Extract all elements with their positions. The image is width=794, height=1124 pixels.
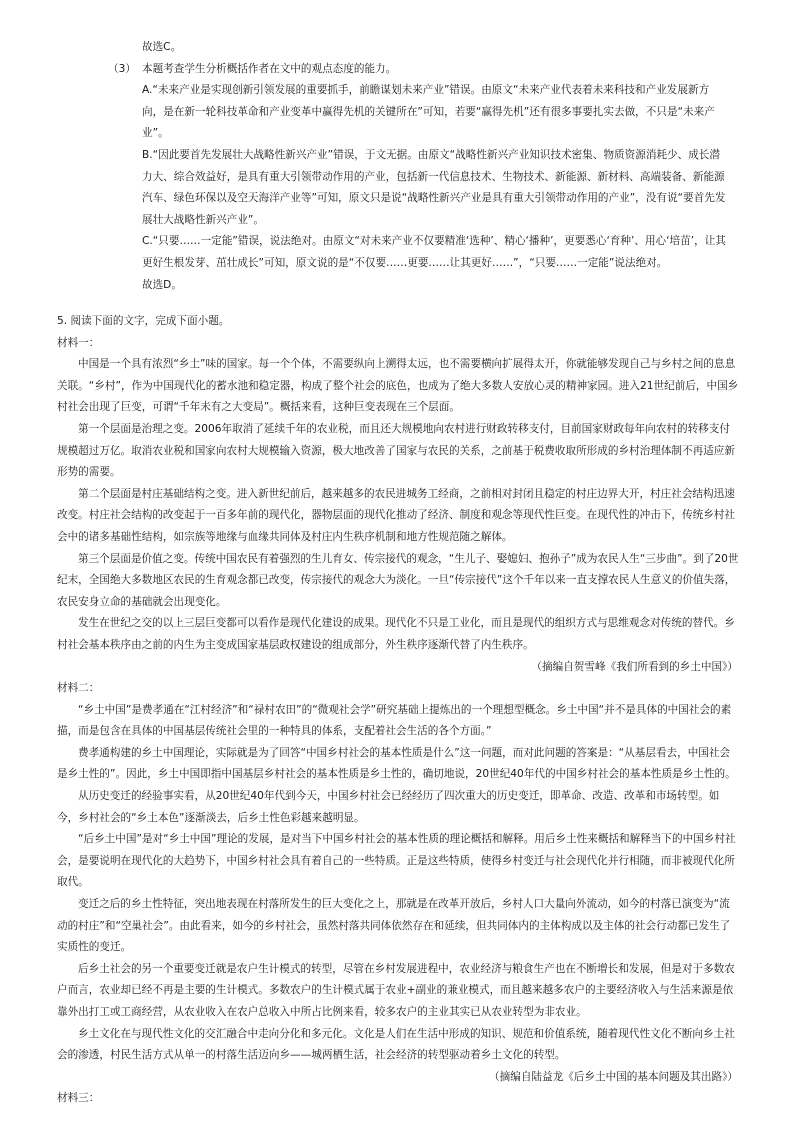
previous-answer: 故选C。 [142,41,182,53]
question-3-intro [108,59,728,81]
question-3-intro-text: 本题考查学生分析概括作者在文中的观点态度的能力。 [142,62,397,75]
final-answer: 故选D。 [142,278,182,291]
material-2-label: 材料二： [57,682,100,695]
material-1-label: 材料一： [57,336,100,349]
material-2-paragraph: 后乡土社会的另一个重要变迁就是农户生计模式的转型，尽管在乡村发展进程中，农业经济与粮食生产也在不断增长和发展，但是对于多数农户而言，农业却已经不再是主要的生计模式。多数农户的生计模式属于农业+副业的兼业模式，而且越来越多农户的主要经济收入与生活来源是依靠外出打工或工商经营，从农业收入在农户总收入中所占比例来看，较多农户的主业其实已从农业转型为非农业。 [57,962,735,1018]
option-a-analysis: A.“未来产业是实现创新引领发展的重要抓手，前瞻谋划未来产业”错误。由原文“未来产业代表着未来科技和产业发展新方向，是在新一轮科技革命和产业变革中赢得先机的关键所在”可知，若要“赢得先机”还有很多事要扎实去做，不只是“未来产业”。 [142,84,715,140]
material-2-source: （摘编自陆益龙《后乡土中国的基本问题及其出路》） [489,1070,738,1083]
material-1-paragraph: 第二个层面是村庄基础结构之变。进入新世纪前后，越来越多的农民进城务工经商，之前相对封闭且稳定的村庄边界大开，村庄社会结构迅速改变。村庄社会结构的改变起于一百多年前的现代化，器物层面的现代化推动了经济、制度和观念等现代性巨变。在现代性的冲击下，传统乡村社会中的诸多基础性结构，如宗族等地缘与血缘共同体及村庄内生秩序机制和地方性规范随之解体。 [57,487,735,543]
material-2-paragraph: “后乡土中国”是对“乡土中国”理论的发展，是对当下中国乡村社会的基本性质的理论概括和解释。用后乡土性来概括和解释当下的中国乡村社会，是要说明在现代化的大趋势下，中国乡村社会具有着自己的一些特质。正是这些特质，使得乡村变迁与社会现代化并行相随，而非被现代化所取代。 [57,833,736,889]
material-1-paragraph: 第三个层面是价值之变。传统中国农民有着强烈的生儿育女、传宗接代的观念，“生儿子、娶媳妇、抱孙子”成为农民人生“三步曲”。到了20世纪末，全国绝大多数地区农民的生育观念都已改变，传宗接代的观念大为淡化。一旦“传宗接代”这个千年以来一直支撑农民人生意义的价值失落，农民安身立命的基础就会出现变化。 [57,552,739,608]
material-1-paragraph: 中国是一个具有浓烈“乡土”味的国家。每一个个体，不需要纵向上溯得太远，也不需要横向扩展得太开，你就能够发现自己与乡村之间的息息关联。“乡村”，作为中国现代化的蓄水池和稳定器，构成了整个社会的底色，也成为了绝大多数人安放心灵的精神家园。进入21世纪前后，中国乡村社会出现了巨变，可谓“千年未有之大变局”。概括来看，这种巨变表现在三个层面。 [57,358,739,414]
question-5-heading: 5. 阅读下面的文字，完成下面小题。 [57,315,230,327]
option-b-analysis: B.“因此要首先发展壮大战略性新兴产业”错误，于文无据。由原文“战略性新兴产业知识技术密集、物质资源消耗少、成长潜力大、综合效益好，是具有重大引领带动作用的产业，包括新一代信息技术、生物技术、新能源、新材料、高端装备、新能源汽车、绿色环保以及空天海洋产业等”可知，原文只是说“战略性新兴产业是具有重大引领带动作用的产业”，没有说“要首先发展壮大战略性新兴产业”。 [142,148,726,226]
material-2-paragraph: 费孝通构建的乡土中国理论，实际就是为了回答“中国乡村社会的基本性质是什么”这一问题，而对此问题的答案是：“从基层看去，中国社会是乡土性的”。因此，乡土中国即指中国基层乡村社会的基本性质是乡土性的，确切地说，20世纪40年代的中国乡村社会的基本性质是乡土性的。 [57,746,736,781]
material-1-source: （摘编自贺雪峰《我们所看到的乡土中国》） [531,660,738,673]
material-2-paragraph: 乡土文化在与现代性文化的交汇融合中走向分化和多元化。文化是人们在生活中形成的知识、规范和价值系统，随着现代性文化不断向乡土社会的渗透，村民生活方式从单一的村落生活迈向乡——城两栖生活，社会经济的转型驱动着乡土文化的转型。 [57,1027,735,1062]
material-2-paragraph: 变迁之后的乡土性特征，突出地表现在村落所发生的巨大变化之上，那就是在改革开放后，乡村人口大量向外流动，如今的村落已演变为“流动的村庄”和“空巢社会”。由此看来，如今的乡村社会，虽然村落共同体依然存在和延续，但共同体内的主体构成以及主体的社会行动都已发生了实质性的变迁。 [57,898,731,954]
material-1-paragraph: 发生在世纪之交的以上三层巨变都可以看作是现代化建设的成果。现代化不只是工业化，而且是现代的组织方式与思维观念对传统的替代。乡村社会基本秩序由之前的内生为主变成国家基层政权建设的组成部分，外生秩序逐渐代替了内生秩序。 [57,617,735,651]
question-5-section [57,311,740,1110]
material-1-paragraph: 第一个层面是治理之变。2006年取消了延续千年的农业税，而且还大规模地向农村进行财政转移支付，目前国家财政每年向农村的转移支付规模超过万亿。取消农业税和国家向农村大规模输入资源，极大地改善了国家与农民的关系，之前基于税费收取所形成的乡村治理体制不再适应新形势的需要。 [57,422,735,479]
material-2-paragraph: “乡土中国”是费孝通在“江村经济”和“禄村农田”的“微观社会学”研究基础上提炼出的一个理想型概念。乡土中国“并不是具体的中国社会的素描，而是包含在具体的中国基层传统社会里的一种特具的体系，支配着社会生活的各个方面。” [57,703,732,738]
material-2-paragraph: 从历史变迁的经验事实看，从20世纪40年代到今天，中国乡村社会已经经历了四次重大的历史变迁，即革命、改造、改革和市场转型。如今，乡村社会的“乡土本色”逐渐淡去，后乡土性色彩越来越明显。 [57,790,720,824]
option-c-analysis: C.“只要……一定能”错误，说法绝对。由原文“对未来产业不仅要精准‘选种’、精心‘播种’，更要悉心‘育种’、用心‘培苗’，让其更好生根发芽、茁壮成长”可知，原文说的是“不仅要……更要……让其更好……”，“只要……一定能”说法绝对。 [142,235,726,269]
question-3-number: （3） [108,62,136,75]
answer-explanation-block [108,37,728,296]
material-3-label: 材料三： [57,1092,100,1105]
